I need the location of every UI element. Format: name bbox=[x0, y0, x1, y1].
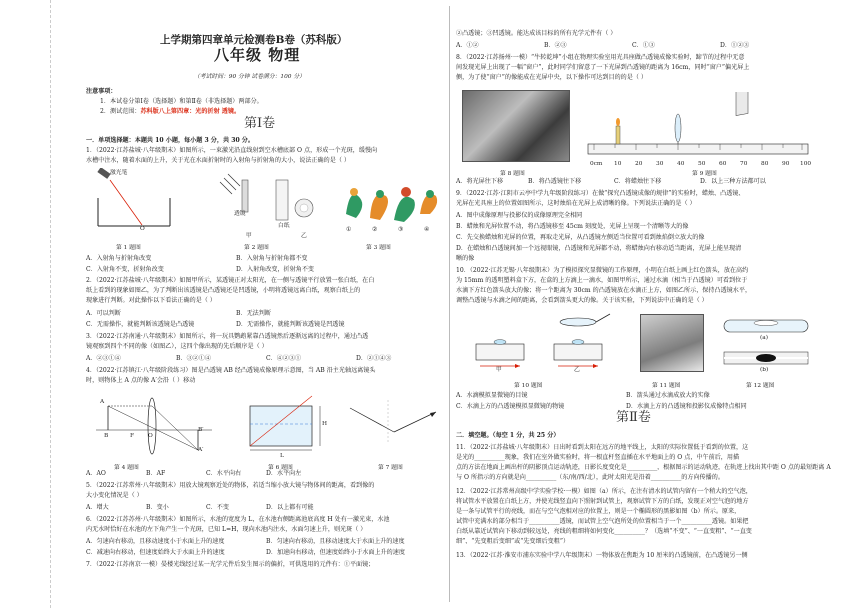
q8-option-a: A．将光屏往下移 bbox=[456, 178, 504, 185]
lens-label: 透镜 bbox=[234, 211, 246, 217]
q12-line6: 细”、“先变粗后变细”或“先变细后变粗”） bbox=[456, 538, 570, 545]
column-divider bbox=[449, 6, 450, 602]
q1-line1: 1．（2022·江苏盐城·八年级期末）如图所示，一束激光沿直线射到空水槽底部 O 点，形成一个光斑，缓慢向 bbox=[86, 147, 378, 154]
q7-option-d: D．①②③ bbox=[720, 42, 750, 49]
q4-option-d: D．水平向左 bbox=[266, 470, 302, 477]
q1-line2: 水槽中注水，随着水面的上升，关于光在水面折射时的入射角与折射角的大小，说法正确的是（ ） bbox=[86, 157, 350, 164]
figure-2-lens bbox=[218, 172, 318, 234]
caption-fig11: 第 11 题图 bbox=[652, 383, 681, 389]
q8-option-d: D．以上三种方法都可以 bbox=[700, 178, 766, 185]
q8-option-c: C．将蜡烛往下移 bbox=[614, 178, 662, 185]
q13-line1: 13．（2022·江苏·淮安市浦东实验中学八年级期末）一物体放在焦距为 10 厘米的凸透镜前，在凸透镜另一侧 bbox=[456, 552, 748, 559]
q9-option-b: B．蜡烛和光屏位置不动，将凸透镜移至 45cm 刻度处，光屏上呈现一个清晰等大的像 bbox=[456, 223, 689, 230]
q11-line1: 11．（2022·江苏盐城·八年级期末）日出时看到太阳在远方的地平线上，太阳的实际位置低于看到的位置，这 bbox=[456, 444, 749, 451]
q10-line1: 10．（2022·江苏无锡·八年级期末）为了模拟探究显微镜的工作原理，小明在白纸上画上红色箭头，放在高约 bbox=[456, 267, 749, 274]
img-3: ③ bbox=[398, 227, 404, 233]
q2-option-b: B．无法判断 bbox=[236, 310, 271, 317]
q10-line3: 水滴下方红色箭头放大的像；将一个距离为 30cm 的凸透镜放在水滴正上方，如图乙所示，保持凸透镜水平， bbox=[456, 287, 752, 294]
img-1: ① bbox=[346, 227, 352, 233]
q2-line2: 纸上看到的现象如图乙，为了判断出该透镜是凸透镜还是凹透镜，小明将透镜远离白纸，观察白纸上的 bbox=[86, 287, 361, 294]
fig4-a: A bbox=[100, 399, 105, 405]
q2-option-c: C．无需操作，就能判断该透镜是凸透镜 bbox=[86, 321, 195, 328]
q8-line1: 8．（2022·江苏扬州·一模）“牛转乾坤”小组在物理实验室用光具座做凸透镜成像实验时，蹄节的过程中无意 bbox=[456, 54, 745, 61]
fig4-bp: B′ bbox=[198, 427, 204, 433]
q3-line1: 3．（2022·江苏南通·八年级期末）如图所示，将一玩具鹦鹉紧靠凸透镜然后逐渐远离的过程中，通过凸透 bbox=[86, 333, 369, 340]
q6-line1: 6．（2022·江苏苏州·八年级期末）如图所示，水池的宽度为 L，在水池右侧距离池底高度 H 处有一激光束，水池 bbox=[86, 516, 390, 523]
q9-line2: 光屏在光具座上的位置如图所示，这时烛焰在光屏上成清晰的像。下列说法正确的是（ ） bbox=[456, 200, 696, 207]
test-range: 苏科版八上第四章：光的折射 透镜。 bbox=[140, 108, 241, 115]
figure-11-photo bbox=[640, 314, 704, 372]
part1-heading: 第Ⅰ卷 bbox=[244, 116, 276, 131]
q12-line1: 12．（2022·江苏常州高级中学实验学校·一模）如图（a）所示，在注有清水的试管内留有一个稍大的空气泡， bbox=[456, 488, 752, 495]
figure-1-tank bbox=[94, 168, 176, 230]
figure-3-parrots bbox=[340, 178, 444, 228]
laser-label: 激光笔 bbox=[110, 170, 128, 176]
q7-line2: ②凸透镜；③凹透镜。能达成该目标的所有光学元件有（ ） bbox=[456, 30, 617, 37]
q3-option-d: D．②①④③ bbox=[356, 355, 392, 362]
img-4: ④ bbox=[424, 227, 430, 233]
q8-line2: 间发现光屏上出现了一幅“窗户”，此时同学们留意了一下光屏到凸透镜的距离为 16cm，同时“窗户”偏光屏上 bbox=[456, 64, 750, 71]
q5-option-d: D．以上都有可能 bbox=[266, 504, 314, 511]
q7-option-a: A．①② bbox=[456, 42, 479, 49]
q3-option-a: A．②③①④ bbox=[86, 355, 121, 362]
q4-line2: 时，则物体上 A 点的像 A′会沿（ ）移动 bbox=[86, 377, 196, 384]
q1-option-c: C．入射角不变，折射角改变 bbox=[86, 266, 164, 273]
q8-line3: 侧，为了使“窗户”的像能成在光屏中央，以下操作可达到目的的是（ ） bbox=[456, 74, 647, 81]
q5-line1: 5．（2022·江苏常州·八年级期末）用放大镜观察近处的物体，若适当缩小放大镜与物体间的距离，看到像的 bbox=[86, 482, 375, 489]
q11-line2: 是光的__________现象，我们在室外做实验时，将一根直杆竖直插在水平地面上的 O 点，中午前后，用描 bbox=[456, 454, 740, 461]
q4-line1: 4．（2022·江苏镇江·八年级阶段练习）图是凸透镜 AB 经凸透镜成像原理示意图，当 AB 沿主光轴远离镜头 bbox=[86, 367, 376, 374]
caption-fig8: 第 8 题图 bbox=[500, 171, 525, 177]
q1-option-d: D．入射角改变，折射角不变 bbox=[236, 266, 315, 273]
q2-line1: 2．（2022·江苏盐城·八年级期末）如图甲所示，某透镜正对太阳光，在一侧与透镜平行放置一张白纸，在白 bbox=[86, 277, 375, 284]
tick-100: 100 bbox=[800, 161, 812, 167]
fig2-jia: 甲 bbox=[246, 233, 252, 239]
notes-heading: 注意事项： bbox=[86, 88, 117, 95]
q7-line1: 7．（2022·江苏南京·一模）晏楼光线经过某一光学元件后发生图示的偏折，可供选用的元件有：①平面镜； bbox=[86, 561, 375, 568]
figure-4-lens-diagram bbox=[94, 390, 214, 456]
exam-subject: 八年级 物理 bbox=[214, 46, 301, 64]
fig12-b: (b) bbox=[760, 367, 769, 373]
tick-40: 40 bbox=[677, 161, 685, 167]
caption-fig12: 第 12 题图 bbox=[746, 383, 775, 389]
section1-heading: 一．单项选择题：本题共 10 小题，每小题 3 分，共 30 分。 bbox=[86, 137, 254, 144]
fig10-yi: 乙 bbox=[574, 367, 580, 373]
q12-line4: 试管中充满水的部分相当于__________透镜，而试管上空气泡所处的位置相当于一个__________透镜。如果把 bbox=[456, 518, 749, 525]
q10-option-d: D．水滴上方的凸透镜和投影仪成像特点相同 bbox=[626, 403, 747, 410]
tick-60: 60 bbox=[719, 161, 727, 167]
q11-line4: 与 O 所指示的方向就是向__________（东/南/西/北），此时太阳光是沿着__________的方向传播的。 bbox=[456, 474, 724, 481]
part2-heading: 第Ⅱ卷 bbox=[616, 410, 651, 425]
q10-option-c: C．水滴上方的凸透镜模拟显微镜的物镜 bbox=[456, 403, 565, 410]
q5-line2: 大小变化情况是（ ） bbox=[86, 492, 143, 499]
q5-option-c: C．不变 bbox=[206, 504, 229, 511]
point-o-label: O bbox=[140, 226, 145, 232]
tick-0: 0cm bbox=[590, 161, 603, 167]
fig4-ap: A′ bbox=[198, 447, 204, 453]
note-1: 1．本试卷分第Ⅰ卷（选择题）和第Ⅱ卷（非选择题）两部分。 bbox=[100, 98, 263, 105]
figure-7-deflection bbox=[348, 396, 438, 446]
fig12-a: (a) bbox=[760, 335, 768, 341]
figure-6-pool bbox=[240, 392, 330, 454]
fig10-jia: 甲 bbox=[496, 367, 502, 373]
q9-option-d: D．在蜡烛和凸透镜间加一个远视眼镜，凸透镜和光屏都不动，将蜡烛向右移动适当距离，光屏上能呈现清 bbox=[456, 245, 742, 252]
q2-line3: 现象进行判断。对此操作以下看法正确的是（ ） bbox=[86, 297, 216, 304]
tick-10: 10 bbox=[614, 161, 622, 167]
figure-10-microscope-model bbox=[470, 310, 618, 378]
caption-fig10: 第 10 题图 bbox=[514, 383, 543, 389]
tick-30: 30 bbox=[656, 161, 664, 167]
q10-line4: 调整凸透镜与水滴之间的距离，会看到箭头更大的像。关于该实验，下列说法中正确的是（ ） bbox=[456, 297, 708, 304]
caption-fig2: 第 2 题图 bbox=[244, 245, 269, 251]
q4-option-c: C．水平向右 bbox=[206, 470, 242, 477]
q3-line2: 镜观察到四个不同的像（如图乙），这四个像出现的先后顺序是（ ） bbox=[86, 343, 268, 350]
q12-line5: 白纸从靠近试管向下移动到较远处，亮线的粗细将如何变化__________？（选填“不变”、“一直变粗”、“一直变 bbox=[456, 528, 752, 535]
q4-option-b: B．AF bbox=[146, 470, 166, 477]
fig2-yi: 乙 bbox=[301, 233, 307, 239]
q2-option-a: A．可以判断 bbox=[86, 310, 121, 317]
fig6-l: L bbox=[280, 453, 284, 459]
q6-line2: 内无水时恰好在水池的左下角产生一个光斑，已知 L=H，现向水池内注水，水面匀速上升，则光斑（ ） bbox=[86, 526, 367, 533]
tick-20: 20 bbox=[635, 161, 643, 167]
q9-option-c: C．先交换蜡烛和光屏的位置，再取走光屏，从凸透镜左侧适当位置可看到烛焰倒立放大的像 bbox=[456, 234, 705, 241]
q12-line3: 是一条与试管平行的亮线，而在与空气泡相对应的位置上，则是一个椭圆形的黑影如图（b）所示。原来， bbox=[456, 508, 741, 515]
q7-option-b: B．②③ bbox=[544, 42, 567, 49]
q3-option-c: C．④②③① bbox=[266, 355, 302, 362]
tick-90: 90 bbox=[782, 161, 790, 167]
fig4-b: B bbox=[104, 433, 109, 439]
figure-9-optical-bench bbox=[586, 92, 810, 166]
caption-fig4: 第 4 题图 bbox=[114, 465, 139, 471]
q2-option-d: D．无需操作，就能判断该透镜是凹透镜 bbox=[236, 321, 345, 328]
fig4-o: O bbox=[148, 433, 153, 439]
q5-option-a: A．增大 bbox=[86, 504, 109, 511]
caption-fig3: 第 3 题图 bbox=[366, 245, 391, 251]
fig6-h: H bbox=[322, 421, 328, 427]
q4-option-a: A．AO bbox=[86, 470, 106, 477]
q9-line1: 9．（2022·江苏·江阴市云亭中学九年级阶段练习）在做“探究凸透镜成像的规律”的实验时，蜡烛、凸透镜、 bbox=[456, 190, 745, 197]
exam-title: 上学期第四章单元检测卷B卷（苏科版） bbox=[160, 34, 348, 46]
caption-fig9: 第 9 题图 bbox=[692, 171, 717, 177]
paper-label: 白纸 bbox=[278, 223, 290, 229]
q6-option-d: D．加速向右移动，但速度始终小于水面上升的速度 bbox=[266, 549, 405, 556]
note-2: 2．测试范围：苏科版八上第四章：光的折射 透镜。 bbox=[100, 108, 241, 115]
q6-option-b: B．匀速向右移动，且移动速度大于水面上升的速度 bbox=[266, 538, 405, 545]
q6-option-a: A．匀速向右移动，且移动速度小于水面上升的速度 bbox=[86, 538, 225, 545]
q5-option-b: B．变小 bbox=[146, 504, 169, 511]
q6-option-c: C．减速向右移动，但速度始终大于水面上升的速度 bbox=[86, 549, 225, 556]
q8-option-b: B．将凸透镜往下移 bbox=[528, 178, 582, 185]
exam-info: （考试时间：90 分钟 试卷满分：100 分） bbox=[194, 74, 305, 80]
q9-option-d-cont: 晰的像 bbox=[456, 255, 475, 262]
q10-option-b: B．箭头通过水滴成放大的实像 bbox=[626, 392, 710, 399]
q1-option-b: B．入射角与折射角都不变 bbox=[236, 255, 308, 262]
q11-line3: 点的方法在地面上画出杆的阴影顶点运动轨迹，日影长度变化是__________，根据图示的运动轨迹，在轨迹上找出其中距 O 点的最短距离 A bbox=[456, 464, 831, 471]
q10-option-a: A．水滴模拟显微镜的目镜 bbox=[456, 392, 528, 399]
binding-margin bbox=[0, 0, 51, 608]
tick-70: 70 bbox=[740, 161, 748, 167]
img-2: ② bbox=[372, 227, 378, 233]
caption-fig7: 第 7 题图 bbox=[378, 465, 403, 471]
section2-heading: 二．填空题。（每空 1 分，共 25 分） bbox=[456, 432, 560, 439]
q9-option-a: A．图中成像原理与投影仪的成像原理完全相同 bbox=[456, 212, 583, 219]
caption-fig6: 第 6 题图 bbox=[268, 465, 293, 471]
q1-option-a: A．入射角与折射角改变 bbox=[86, 255, 152, 262]
caption-fig1: 第 1 题图 bbox=[116, 245, 141, 251]
q10-line2: 为 15mm 的透明塑料盒下方，在盒的上方滴上一滴水，如图甲所示，通过水滴（相当于凸透镜）可看到位于 bbox=[456, 277, 748, 284]
q7-option-c: C．①③ bbox=[632, 42, 655, 49]
tick-80: 80 bbox=[761, 161, 769, 167]
q3-option-b: B．③②①④ bbox=[176, 355, 211, 362]
q12-line2: 将试管水平放置在白纸上方，并使光线竖直向下照射到试管上，观察试管下方的白纸，发现正对空气泡的地方 bbox=[456, 498, 749, 505]
fig4-f: F bbox=[130, 433, 135, 439]
tick-50: 50 bbox=[698, 161, 706, 167]
figure-8-photo bbox=[462, 90, 570, 162]
